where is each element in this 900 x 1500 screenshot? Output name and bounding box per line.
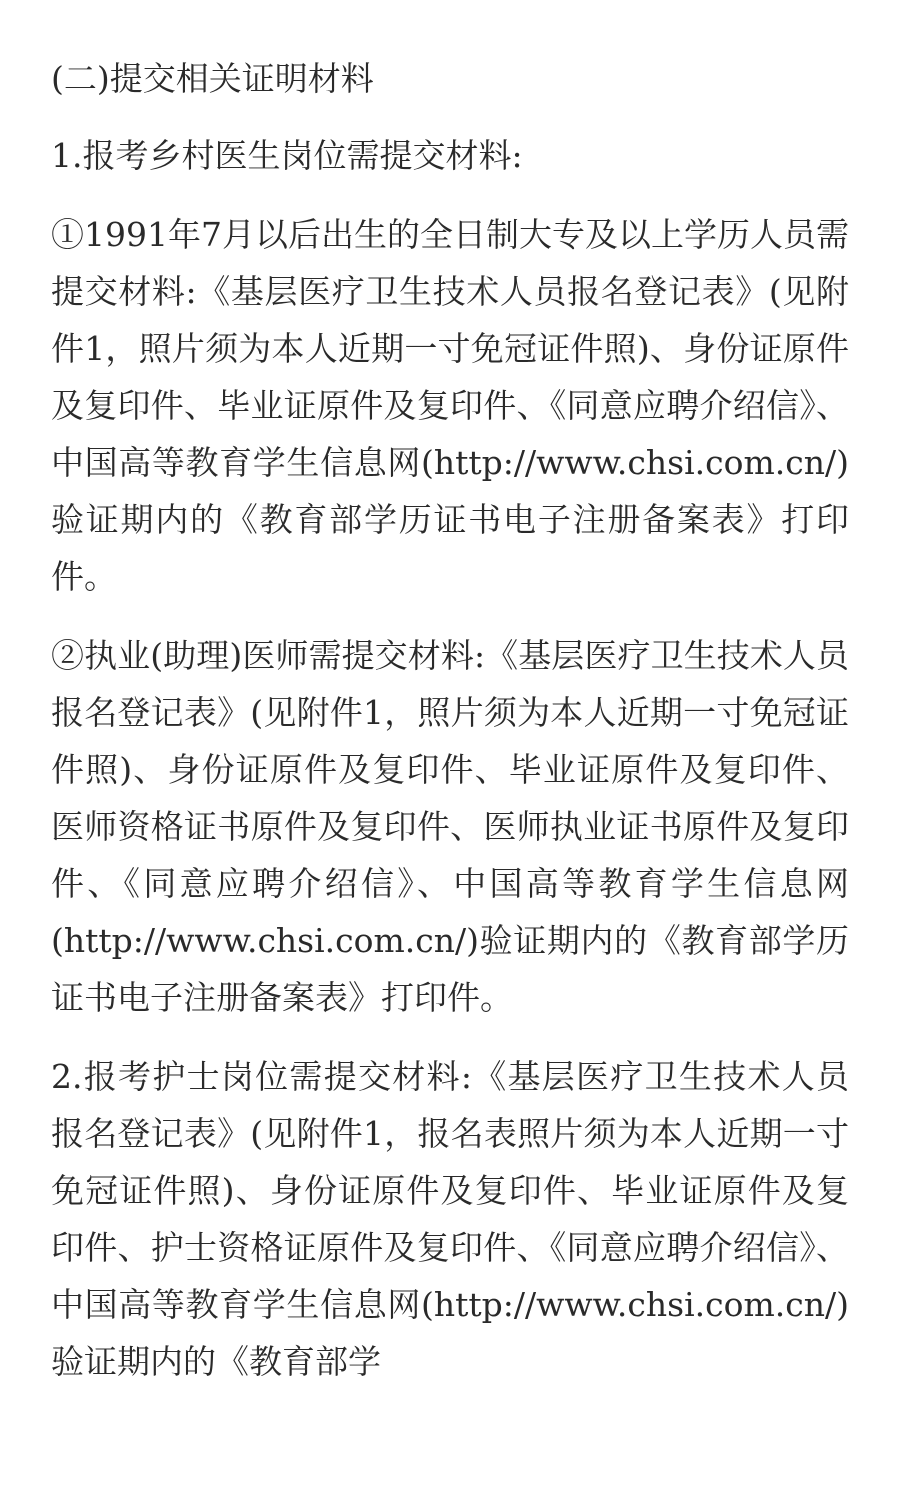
article-body: [51, 50, 849, 1412]
paragraph-village-doctor-physician: ②执业(助理)医师需提交材料:《基层医疗卫生技术人员报名登记表》(见附件1，照片须为本人近期一寸免冠证件照)、身份证原件及复印件、毕业证原件及复印件、医师资格证书原件及复印件、医师执业证书原件及复印件、《同意应聘介绍信》、中国高等教育学生信息网(http://www.chsi.com.cn/)验证期内的《教育部学历证书电子注册备案表》打印件。: [51, 636, 849, 1017]
paragraph-nurse-materials: 2.报考护士岗位需提交材料:《基层医疗卫生技术人员报名登记表》(见附件1，报名表照片须为本人近期一寸免冠证件照)、身份证原件及复印件、毕业证原件及复印件、护士资格证原件及复印件、《同意应聘介绍信》、中国高等教育学生信息网(http://www.chsi.com.cn/)验证期内的《教育部学: [51, 1057, 849, 1381]
paragraph-village-doctor-college: ①1991年7月以后出生的全日制大专及以上学历人员需提交材料:《基层医疗卫生技术人员报名登记表》(见附件1，照片须为本人近期一寸免冠证件照)、身份证原件及复印件、毕业证原件及复印件、《同意应聘介绍信》、中国高等教育学生信息网(http://www.chsi.com.cn/)验证期内的《教育部学历证书电子注册备案表》打印件。: [51, 215, 849, 596]
item-1-heading: 1.报考乡村医生岗位需提交材料:: [51, 136, 523, 175]
section-heading: (二)提交相关证明材料: [51, 59, 374, 98]
